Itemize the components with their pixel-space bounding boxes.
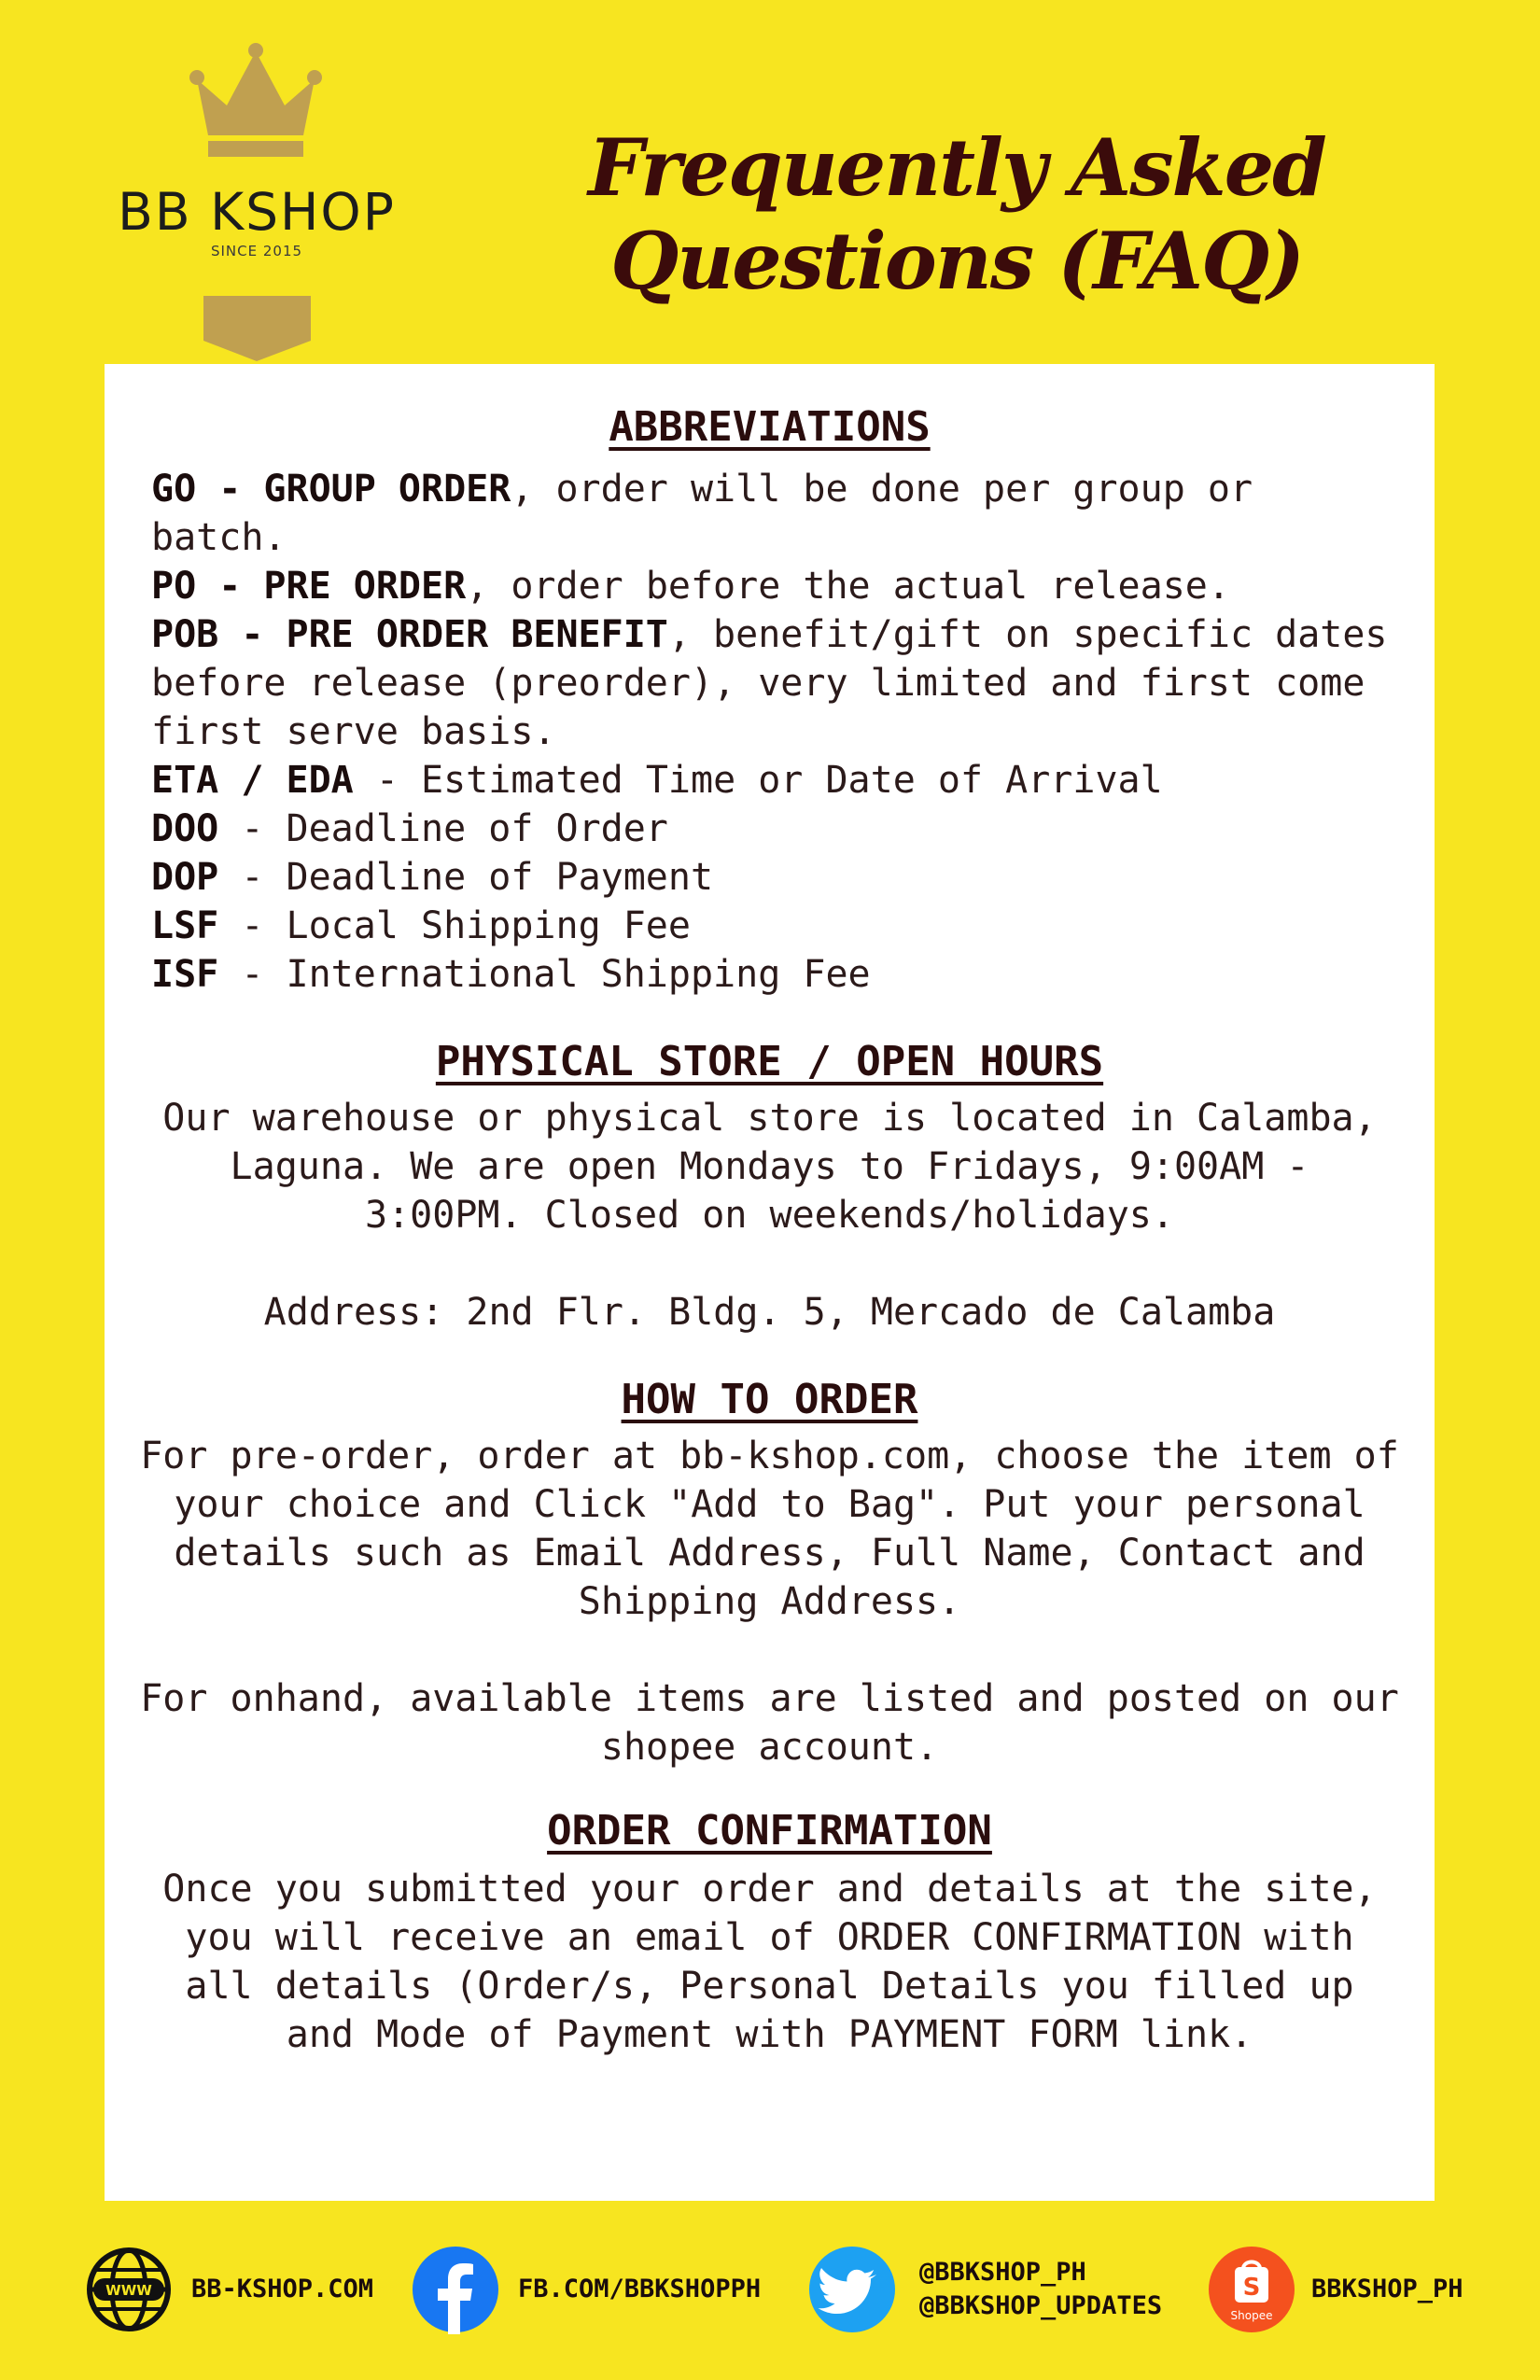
abbrev-desc: - International Shipping Fee xyxy=(218,953,871,996)
abbrev-desc: - Deadline of Order xyxy=(218,807,668,850)
abbrev-term: POB - PRE ORDER BENEFIT xyxy=(151,613,668,656)
brand-logo xyxy=(98,33,415,369)
shopee-icon[interactable] xyxy=(1207,2245,1296,2334)
abbrev-term: ETA / EDA xyxy=(151,759,354,802)
abbrev-item xyxy=(151,465,1388,562)
abbrev-item xyxy=(151,610,1388,756)
store-address: Address: 2nd Flr. Bldg. 5, Mercado de Calamba xyxy=(263,1291,1276,1334)
abbreviations-heading: ABBREVIATIONS xyxy=(609,403,931,451)
abbrev-item xyxy=(151,805,1388,853)
physical-store-text: Our warehouse or physical store is located in Calamba, Laguna. We are open Mondays to Fridays, 9:00AM - 3:00PM. Closed on weekends/holidays. xyxy=(162,1097,1377,1237)
how-to-order-text-2: For onhand, available items are listed and posted on our shopee account. xyxy=(140,1677,1399,1769)
abbrev-item xyxy=(151,902,1388,950)
how-to-order-text: For pre-order, order at bb-kshop.com, choose the item of your choice and Click "Add to Bag". Put your personal details such as Email Address, Full Name, Contact and Shipping Address. xyxy=(140,1435,1399,1623)
twitter-handle-updates[interactable]: @BBKSHOP_UPDATES xyxy=(919,2291,1163,2320)
faq-panel xyxy=(105,364,1435,2201)
svg-text:S: S xyxy=(1242,2274,1261,2302)
abbrev-term: DOO xyxy=(151,807,219,850)
footer-contacts xyxy=(0,2245,1540,2338)
crown-icon xyxy=(189,42,322,159)
twitter-icon[interactable] xyxy=(807,2245,897,2334)
abbrev-desc: , order before the actual release. xyxy=(466,565,1230,608)
ribbon-icon xyxy=(203,296,311,361)
abbrev-term: PO - PRE ORDER xyxy=(151,565,467,608)
page-title: Frequently Asked Questions (FAQ) xyxy=(588,121,1325,307)
abbrev-desc: , benefit/gift on specific dates before release (preorder), very limited and first come first serve basis. xyxy=(151,613,1388,753)
abbrev-item xyxy=(151,756,1388,805)
physical-store-heading: PHYSICAL STORE / OPEN HOURS xyxy=(435,1038,1104,1085)
how-to-order-heading: HOW TO ORDER xyxy=(621,1376,918,1423)
abbrev-item xyxy=(151,853,1388,902)
website-link[interactable]: BB-KSHOP.COM xyxy=(191,2275,374,2303)
abbreviations-list xyxy=(105,452,1435,999)
abbrev-term: LSF xyxy=(151,904,219,947)
abbrev-item xyxy=(151,950,1388,999)
twitter-handle-main[interactable]: @BBKSHOP_PH xyxy=(919,2258,1086,2287)
order-confirmation-text: Once you submitted your order and details at the site, you will receive an email of ORDER CONFIRMATION with all details (Order/s, Personal Details you filled up and Mode of Payment with PAYMENT FORM link. xyxy=(162,1868,1377,2056)
brand-since: SINCE 2015 xyxy=(210,243,303,259)
shopee-link[interactable]: BBKSHOP_PH xyxy=(1311,2275,1463,2303)
facebook-link[interactable]: FB.COM/BBKSHOPPH xyxy=(518,2275,762,2303)
order-confirmation-heading: ORDER CONFIRMATION xyxy=(547,1807,992,1855)
abbrev-term: DOP xyxy=(151,856,219,899)
abbrev-term: GO - GROUP ORDER xyxy=(151,468,511,511)
brand-name: BB KSHOP xyxy=(118,182,396,242)
globe-icon[interactable] xyxy=(84,2245,174,2334)
abbrev-desc: - Deadline of Payment xyxy=(218,856,714,899)
abbrev-item xyxy=(151,562,1388,610)
abbrev-desc: - Estimated Time or Date of Arrival xyxy=(353,759,1163,802)
abbrev-term: ISF xyxy=(151,953,219,996)
shopee-badge: Shopee xyxy=(1230,2309,1273,2322)
abbrev-desc: - Local Shipping Fee xyxy=(218,904,691,947)
abbrev-desc: , order will be done per group or batch. xyxy=(151,468,1253,559)
www-badge: WWW xyxy=(105,2282,152,2299)
facebook-icon[interactable] xyxy=(411,2245,500,2334)
